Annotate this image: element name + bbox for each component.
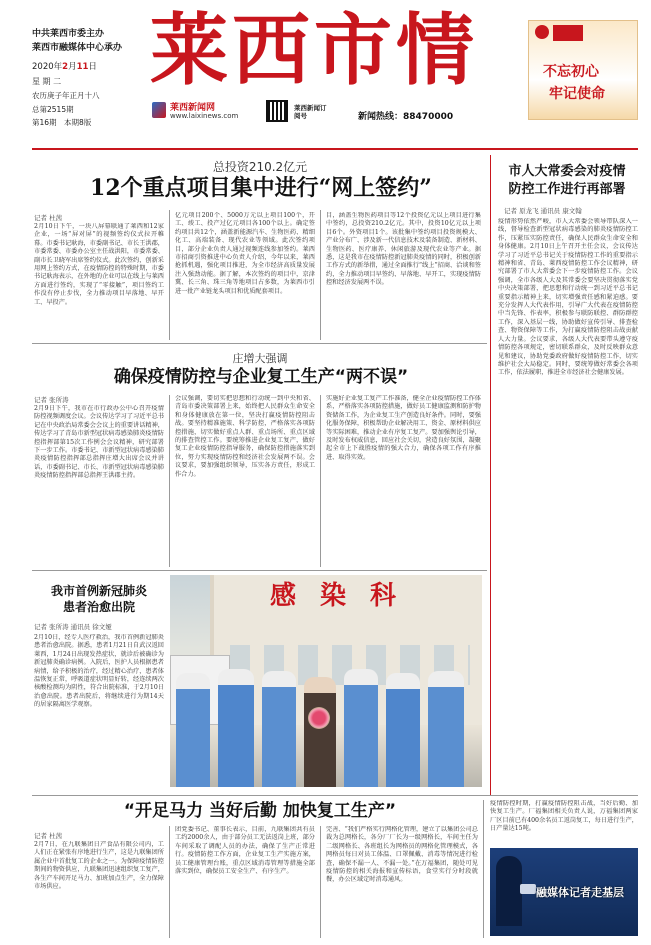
date-day-label: 日 xyxy=(88,62,97,72)
hotline-label: 新闻热线： xyxy=(358,112,404,122)
hospital-discharge-photo xyxy=(170,575,482,787)
section-divider xyxy=(32,343,487,344)
org-line-1: 中共莱西市委主办 xyxy=(32,29,105,39)
bottom-headline: “开足马力 当好后勤 加快复工生产” xyxy=(123,801,397,821)
lead-headline: 12个重点项目集中进行“网上签约” xyxy=(90,175,432,201)
sign-char: 感 xyxy=(270,581,321,611)
col-divider xyxy=(320,395,321,567)
bottom-col-2: 团党委书记、董事长表示，目前，九联集团共有员工约2000余人，由于部分员工无法返岗上班，部分车间采取了调配人员的办法，确保了生产正常进行。疫情防控工作方面，企业复工生产实施方案，员工健康管理台账，重点区域消毒管理等措施全部落实到位，确保员工安全生产、有序生产。 xyxy=(175,826,315,876)
lunar-date: 农历庚子年正月十八 xyxy=(32,91,100,100)
weekday: 星 期 二 xyxy=(32,77,62,86)
reporter-silhouette xyxy=(496,856,522,926)
third-headline-2: 患者治愈出院 xyxy=(62,600,135,614)
staff-figure xyxy=(218,669,254,787)
date-month-label: 月 xyxy=(68,62,77,72)
flower-bouquet-icon xyxy=(308,707,330,729)
date-month: 2 xyxy=(62,62,69,72)
qr-code-icon xyxy=(266,100,288,122)
hotline xyxy=(358,109,453,122)
patient-figure xyxy=(304,677,336,787)
qr-label: 莱西新闻订阅号 xyxy=(294,104,327,120)
news-site-logo xyxy=(152,100,257,126)
third-byline: 记者 张所涛 通讯员 徐文娅 xyxy=(34,623,112,631)
bottom-col-3: 完善、“我们严格实行网格化管理，建立了以集团公司总裁为总网格长，各分厂厂长为一级网格长，车间主任为二级网格长、各班组长为网格员的网格化管理模式，各网格员每日对员工体温、口罩佩戴、消毒等情况进行检查，确保不漏一人、不漏一处。”在万福集团，随处可见疫情防控的相关海报和宣传标语，食堂实行分时段就餐，办公区域定时消毒通风。 xyxy=(326,826,478,884)
side-headline-2: 防控工作进行再部署 xyxy=(508,182,626,197)
side-bottom-body: 疫情防控时期，打赢疫情防控阻击战，当好后勤、加快复工生产。厂福集团相关负责人说，万福集团两家厂区目前已有400余名员工返岗复工，每日进行生产，日产量达15吨。 xyxy=(490,800,638,833)
slogan-line-1: 不忘初心 xyxy=(543,64,599,80)
reporter-banner xyxy=(490,848,638,936)
staff-figure xyxy=(176,673,210,787)
sign-char: 染 xyxy=(320,581,371,611)
bottom-col-1: 2月7日，在九联集团日产食品有限公司内，工人们正在紧张有序地进行生产，这是九联集团所属企业中首批复工的企业之一。为保障疫情防控期间的物资供应，九联集团迅速组织复工复产，各生产车间开足马力、加班加点生产，全力保障市场供应。 xyxy=(34,841,164,891)
total-issue: 总第2515期 xyxy=(32,105,74,114)
lead-col-2: 亿元项目200个、5000万元以上项目100个，开工、竣工、投产过亿元项目各100个以上。确定签约项目共12个，涵盖新能源汽车、生物医药、精细化工、高端装备、现代农业等领域。此次签约项目，部分企业负责人通过视频连线参加签约。莱西市招商引资推进中心负责人介绍，今年以来，莱西抢抓机遇，强化项目推进，为全市经济高质量发展注入强劲动能。据了解，本次签约的项目中，京津冀、长三角、珠三角等地项目占多数，为莱西市引进一批产业链龙头项目和优质配套项目。 xyxy=(175,212,315,295)
section-divider xyxy=(32,795,638,796)
right-column-divider xyxy=(490,155,491,795)
date-year: 2020年 xyxy=(32,62,63,72)
lead-col-1: 2月10日下午，一块八屏幕联通了莱西和12家企业，一场“屏对屏”的视频签约仪式拉开帷幕。市委书记耿海，市委副书记、市长王洪郡，市委常委、市委办公室主任战洪阳，市委常委、副市长卫晓军出席签约仪式。此次签约，创新采用网上签约方式，在疫情防控的特殊时期，市委书记耿海表示，在外地的企业可以在线上与莱西方面进行签约，实现了“零接触”，项目签约工作没有停止步伐，全力推动项目早落地、早开工、早投产。 xyxy=(34,223,164,306)
site-name: 莱西新闻网 xyxy=(170,103,216,113)
staff-figure xyxy=(386,673,420,787)
third-body: 2月10日，经专人医疗救治，我市首例新冠肺炎患者治愈出院。据悉，患者1月21日自武汉返回莱西，1月24日出现发热症状，就诊后被确诊为新冠肺炎确诊病例。入院后，医护人员根据患者病情，给予积极的治疗，经过精心治疗，患者体温恢复正常，呼吸道症状明显好转，经连续两次核酸检测均为阴性，符合出院标准，于2月10日治愈出院。患者出院后，将继续进行为期14天的居家隔离医学观察。 xyxy=(34,634,164,709)
second-kicker: 庄增大强调 xyxy=(232,352,288,365)
second-col-1: 2月9日下午，我市在市行政办公中心召开疫情防控视频调度会议。会议传达学习了习近平总书记在中央政治局常委会会议上的重要讲话精神，传达学习了青岛市新型冠状病毒感染肺炎疫情防控指挥部第15次工作例会会议精神，研究部署下一步工作。市委书记、市新型冠状病毒感染肺炎疫情防控指挥部总指挥庄增大出席会议并讲话，市委副书记、市长、市新型冠状病毒感染肺炎疫情防控指挥部总指挥王洪郡主持。 xyxy=(34,405,164,480)
issue-date xyxy=(32,60,97,72)
col-divider xyxy=(169,210,170,340)
date-day: 11 xyxy=(76,62,89,72)
side-byline: 记者 原龙飞 通讯员 康文翰 xyxy=(504,207,582,215)
newspaper-title: 莱西市情 xyxy=(150,5,479,96)
sign-char: 科 xyxy=(370,581,421,611)
site-url[interactable]: www.laixinews.com xyxy=(170,112,239,120)
staff-figure xyxy=(428,671,464,787)
second-col-2: 会议强调，要切实把思想和行动统一到中央和省、青岛市委决策部署上来，始终把人民群众生命安全和身体健康放在第一位，坚决打赢疫情防控阻击战。要坚持精准施策、科学防控，严格落实各项防控措施，切实做好重点人群、重点场所、重点区域的排查管控工作。要统筹推进企业复工复产，做好复工企业疫情防控指导服务，确保防控措施落实到位，努力实现疫情防控和经济社会发展两不误。会议要求，要加强组织领导，压实各方责任，形成工作合力。 xyxy=(175,395,315,478)
bottom-byline: 记者 杜茜 xyxy=(34,832,63,840)
hotline-number: 88470000 xyxy=(403,112,454,122)
staff-figure xyxy=(344,669,378,787)
banner-text: 融媒体记者走基层 xyxy=(536,886,624,899)
lead-kicker: 总投资210.2亿元 xyxy=(212,160,308,174)
side-body: 疫情形势依然严峻，市人大常委会领导带队深入一线，督导检查新型冠状病毒感染的肺炎疫情防控工作，压紧压实防控责任，确保人民群众生命安全和身体健康。2月10日上午召开主任会议，会议传达学习了习近平总书记关于疫情防控工作的重要指示精神和省、青岛、莱西疫情防控工作会议精神，研究部署了市人大常委会下一步疫情防控工作。会议强调，全市各级人大及其常委会要坚决贯彻落实党中央决策部署，把思想和行动统一到习近平总书记重要指示精神上来，切实增强责任感和紧迫感。要充分发挥人大代表作用，引导广大代表在疫情防控中当先锋、作表率，积极参与联防联控、群防群控工作，深入基层一线，协助做好宣传引导、排查检查、物资保障等工作，为打赢疫情防控阻击战贡献人大力量。会议要求，各级人大代表要带头遵守疫情防控各项规定，密切联系群众，及时反映群众意见和建议，协助党委政府做好疫情防控工作，切实维护社会大局稳定。同时，要统筹做好常委会各项工作，依法履职，推进全市经济社会健康发展。 xyxy=(498,218,638,377)
logo-mark-icon xyxy=(152,102,166,118)
staff-figure xyxy=(262,671,296,787)
issue-pages: 第16期 本期8版 xyxy=(32,118,92,127)
section-divider xyxy=(32,570,487,571)
second-byline: 记者 张所涛 xyxy=(34,396,69,404)
party-emblem-icon xyxy=(535,25,549,39)
second-col-3: 实施好企业复工复产工作准备，健全企业疫情防控工作体系，严格落实各项防控措施，做好员工健康监测和防护物资储备工作，为企业复工生产创造良好条件。同时，要强化服务保障，积极帮助企业解决用工、资金、原材料供应等实际困难，推动企业有序复工复产。要加强舆论引导，及时发布权威信息，回应社会关切，营造良好氛围，凝聚起全市上下战胜疫情的强大合力，确保各项工作有序推进、取得实效。 xyxy=(326,395,481,461)
col-divider xyxy=(320,826,321,938)
col-divider xyxy=(320,210,321,340)
side-headline-1: 市人大常委会对疫情 xyxy=(508,164,626,179)
masthead-divider xyxy=(32,148,638,150)
org-line-2: 莱西市融媒体中心承办 xyxy=(32,43,123,53)
lead-byline: 记者 杜茜 xyxy=(34,214,63,222)
masthead xyxy=(0,0,651,127)
third-headline-1: 我市首例新冠肺炎 xyxy=(50,584,147,598)
medical-staff-group xyxy=(176,663,476,787)
col-divider xyxy=(483,800,484,938)
lead-col-3: 目，涵盖生物医药项目等12个投资亿元以上项目进行集中签约，总投资210.2亿元。其中，投资10亿元以上项目6个。外资项目1个。该批集中签约项目投资规模大、产业分布广、涉及新一代信息技术及装备制造、新材料、生物医药、医疗康养、休闲旅游及现代农业等产业。据悉，这是我市在疫情防控新冠肺炎疫情的同时，积极创新工作方式的新举措，通过全面推行“线上”招商、洽谈和签约，全力推动项目早签约、早落地、早开工，实现疫情防控和经济发展两不误。 xyxy=(326,212,481,287)
col-divider xyxy=(169,826,170,938)
col-divider xyxy=(169,395,170,567)
camera-icon xyxy=(520,884,536,894)
ward-sign xyxy=(270,579,470,613)
slogan-box xyxy=(528,20,638,120)
flag-icon xyxy=(553,25,583,41)
second-headline: 确保疫情防控与企业复工生产“两不误” xyxy=(113,367,409,387)
slogan-line-2: 牢记使命 xyxy=(549,86,605,102)
